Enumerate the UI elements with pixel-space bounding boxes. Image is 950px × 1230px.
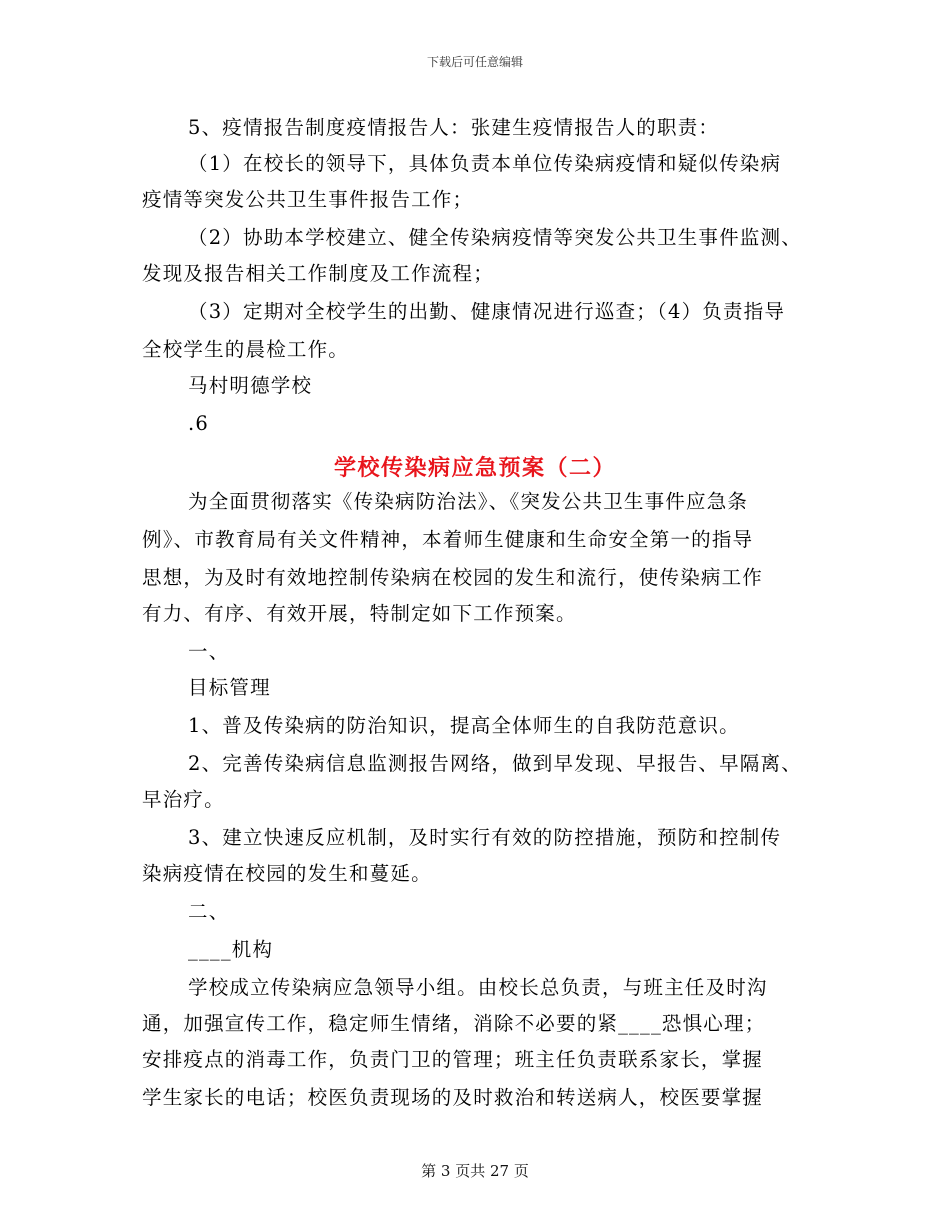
paragraph-line: （2）协助本学校建立、健全传染病疫情等突发公共卫生事件监测、 bbox=[188, 226, 802, 249]
date-fragment: .6 bbox=[188, 412, 210, 435]
paragraph-line: 安排疫点的消毒工作，负责门卫的管理；班主任负责联系家长，掌握 bbox=[142, 1048, 764, 1071]
paragraph-line: 有力、有序、有效开展，特制定如下工作预案。 bbox=[142, 602, 577, 625]
page-header: 下载后可任意编辑 bbox=[426, 55, 523, 69]
paragraph-line: 学校成立传染病应急领导小组。由校长总负责，与班主任及时沟 bbox=[188, 976, 768, 999]
document-title: 学校传染病应急预案（二） bbox=[333, 456, 616, 481]
section-number: 二、 bbox=[188, 900, 230, 923]
section-heading: ____机构 bbox=[188, 938, 274, 961]
list-item: 2、完善传染病信息监测报告网络，做到早发现、早报告、早隔离、 bbox=[188, 752, 802, 775]
paragraph-line: 学生家长的电话；校医负责现场的及时救治和转送病人，校医要掌握 bbox=[142, 1086, 764, 1109]
section-number: 一、 bbox=[188, 640, 230, 663]
list-item: 3、建立快速反应机制，及时实行有效的防控措施，预防和控制传 bbox=[188, 826, 782, 849]
section-heading-5: 5、疫情报告制度疫情报告人：张建生疫情报告人的职责： bbox=[188, 116, 720, 139]
paragraph-line: （3）定期对全校学生的出勤、健康情况进行巡查；（4）负责指导 bbox=[188, 300, 786, 323]
list-item: 1、普及传染病的防治知识，提高全体师生的自我防范意识。 bbox=[188, 714, 740, 737]
page-footer: 第 3 页共 27 页 bbox=[421, 1162, 529, 1180]
section-heading: 目标管理 bbox=[188, 676, 271, 699]
paragraph-line: （1）在校长的领导下，具体负责本单位传染病疫情和疑似传染病 bbox=[188, 152, 782, 175]
school-name: 马村明德学校 bbox=[188, 374, 313, 397]
paragraph-line: 疫情等突发公共卫生事件报告工作； bbox=[142, 188, 474, 211]
paragraph-line: 通，加强宣传工作，稳定师生情绪，消除不必要的紧____恐惧心理； bbox=[142, 1012, 766, 1035]
paragraph-line: 例》、市教育局有关文件精神，本着师生健康和生命安全第一的指导 bbox=[142, 528, 754, 551]
list-item-continued: 染病疫情在校园的发生和蔓延。 bbox=[142, 862, 432, 885]
paragraph-line: 发现及报告相关工作制度及工作流程； bbox=[142, 262, 494, 285]
paragraph-line: 为全面贯彻落实《传染病防治法》、《突发公共卫生事件应急条 bbox=[188, 490, 749, 513]
paragraph-line: 全校学生的晨检工作。 bbox=[142, 338, 350, 361]
paragraph-line: 思想，为及时有效地控制传染病在校园的发生和流行，使传染病工作 bbox=[142, 566, 764, 589]
list-item-continued: 早治疗。 bbox=[142, 788, 225, 811]
